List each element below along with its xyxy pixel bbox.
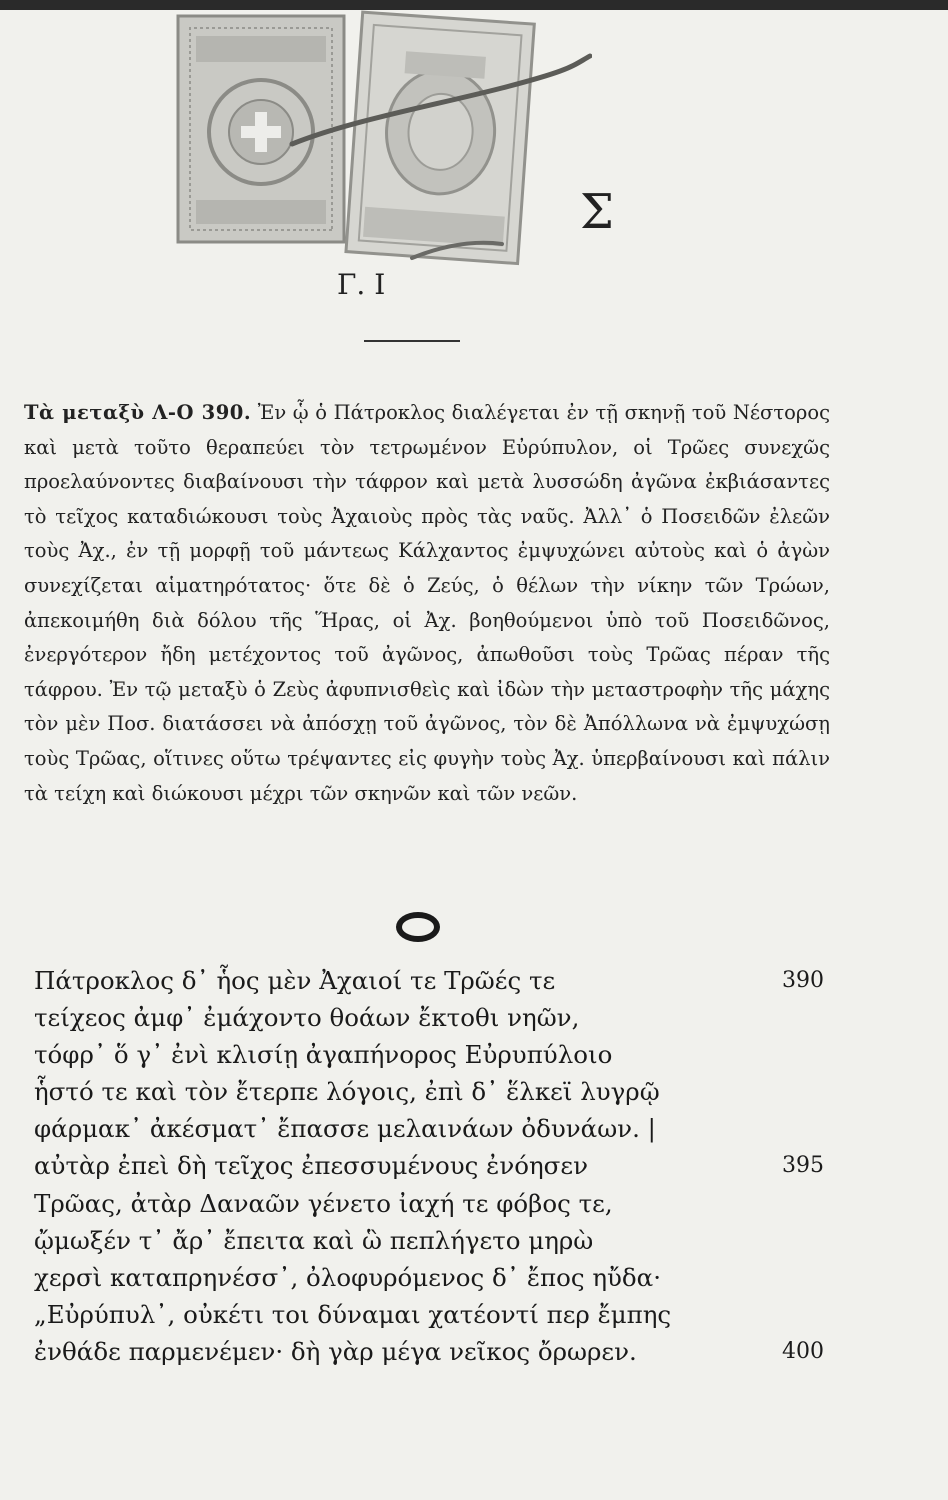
verse-text: Πάτροκλος δ᾽ ἧος μὲν Ἀχαιοί τε Τρῶές τε bbox=[34, 966, 556, 995]
section-rule bbox=[364, 340, 460, 342]
summary-lead: Τὰ μεταξὺ Λ-Ο 390. bbox=[24, 401, 252, 424]
verse-block bbox=[34, 962, 824, 1370]
verse-text: ἧστό τε καὶ τὸν ἔτερπε λόγοις, ἐπὶ δ᾽ ἕλκεϊ λυγρῷ bbox=[34, 1077, 660, 1107]
verse-text: τόφρ᾽ ὅ γ᾽ ἐνὶ κλισίῃ ἀγαπήνορος Εὐρυπύλοιο bbox=[34, 1040, 613, 1070]
verse-line bbox=[34, 1036, 824, 1073]
verse-text: ἐνθάδε παρμενέμεν· δὴ γὰρ μέγα νεῖκος ὄρωρεν. bbox=[34, 1336, 637, 1366]
stamp-bibliosemon bbox=[346, 12, 534, 263]
book-gamma-marker: Γ. Ι bbox=[337, 268, 386, 301]
summary-text: Ἐν ᾧ ὁ Πάτροκλος διαλέγεται ἐν τῇ σκηνῇ τοῦ Νέστορος καὶ μετὰ τοῦτο θεραπεύει τὸν τετρωμένον Εὐρύπυλον, οἱ Τρῶες συνεχῶς προελαύνοντες διαβαίνουσι τὴν τάφρον καὶ μετὰ λυσσώδη ἀγῶνα ἐκβιάσαντες τὸ τεῖχος καταδιώκουσι τοὺς Ἀχαιοὺς πρὸς τὰς ναῦς. Ἀλλ᾽ ὁ Ποσειδῶν ἐλεῶν τοὺς Ἀχ., ἐν τῇ μορφῇ τοῦ μάντεως Κάλχαντος ἐμψυχώνει αὐτοὺς καὶ ὁ ἀγὼν συνεχίζεται αἱματηρότατος· ὅτε δὲ ὁ Ζεύς, ὁ θέλων τὴν νίκην τῶν Τρώων, ἀπεκοιμήθη διὰ δόλου τῆς Ἥρας, οἱ Ἀχ. βοηθούμενοι ὑπὸ τοῦ Ποσειδῶνος, ἐνεργότερον ἤδη μετέχοντος τοῦ ἀγῶνος, ἀπωθοῦσι τοὺς Τρῶας πέραν τῆς τάφρου. Ἐν τῷ μεταξὺ ὁ Ζεὺς ἀφυπνισθεὶς καὶ ἰδὼν τὴν μεταστροφὴν τῆς μάχης τὸν μὲν Ποσ. διατάσσει νὰ ἀπόσχῃ τοῦ ἀγῶνος, τὸν δὲ Ἀπόλλωνα νὰ ἐμψυχώσῃ τοὺς Τρῶας, οἵτινες οὕτω τρέψαντες εἰς φυγὴν τοὺς Ἀχ. ὑπερβαίνουσι καὶ πάλιν τὰ τείχη καὶ διώκουσι μέχρι τῶν σκηνῶν καὶ τῶν νεῶν. bbox=[24, 401, 830, 805]
verse-text: αὐτὰρ ἐπεὶ δὴ τεῖχος ἐπεσσυμένους ἐνόησεν bbox=[34, 1151, 588, 1181]
line-number: 400 bbox=[782, 1338, 824, 1364]
verse-line bbox=[34, 1185, 824, 1222]
verse-line bbox=[34, 1296, 824, 1333]
verse-text: „Εὐρύπυλ᾽, οὐκέτι τοι δύναμαι χατέοντί περ ἔμπης bbox=[34, 1299, 672, 1329]
verse-line bbox=[34, 1147, 824, 1184]
revenue-stamps-image bbox=[172, 8, 592, 278]
verse-line bbox=[34, 1073, 824, 1110]
stamp-basileion bbox=[178, 16, 344, 242]
verse-text: ᾤμωξέν τ᾽ ἄρ᾽ ἔπειτα καὶ ὣ πεπλήγετο μηρὼ bbox=[34, 1225, 594, 1255]
verse-line bbox=[34, 1259, 824, 1296]
verse-line bbox=[34, 962, 824, 999]
verse-line bbox=[34, 1222, 824, 1259]
verse-text: Τρῶας, ἀτὰρ Δαναῶν γένετο ἰαχή τε φόβος τε, bbox=[34, 1188, 613, 1218]
verse-line bbox=[34, 1110, 824, 1147]
line-number: 390 bbox=[782, 968, 824, 993]
verse-text: τείχεος ἀμφ᾽ ἐμάχοντο θοάων ἔκτοθι νηῶν, bbox=[34, 1003, 580, 1033]
signature-letter: Σ bbox=[580, 184, 614, 240]
book-summary-paragraph bbox=[24, 396, 830, 811]
verse-text: φάρμακ᾽ ἀκέσματ᾽ ἔπασσε μελαινάων ὀδυνάων. | bbox=[34, 1114, 656, 1144]
verse-text: χερσὶ καταπρηνέσσ᾽, ὀλοφυρόμενος δ᾽ ἔπος ηὔδα· bbox=[34, 1262, 662, 1292]
book-omicron-initial bbox=[396, 912, 440, 942]
line-number: 395 bbox=[782, 1153, 824, 1179]
verse-line bbox=[34, 999, 824, 1036]
verse-line bbox=[34, 1333, 824, 1370]
